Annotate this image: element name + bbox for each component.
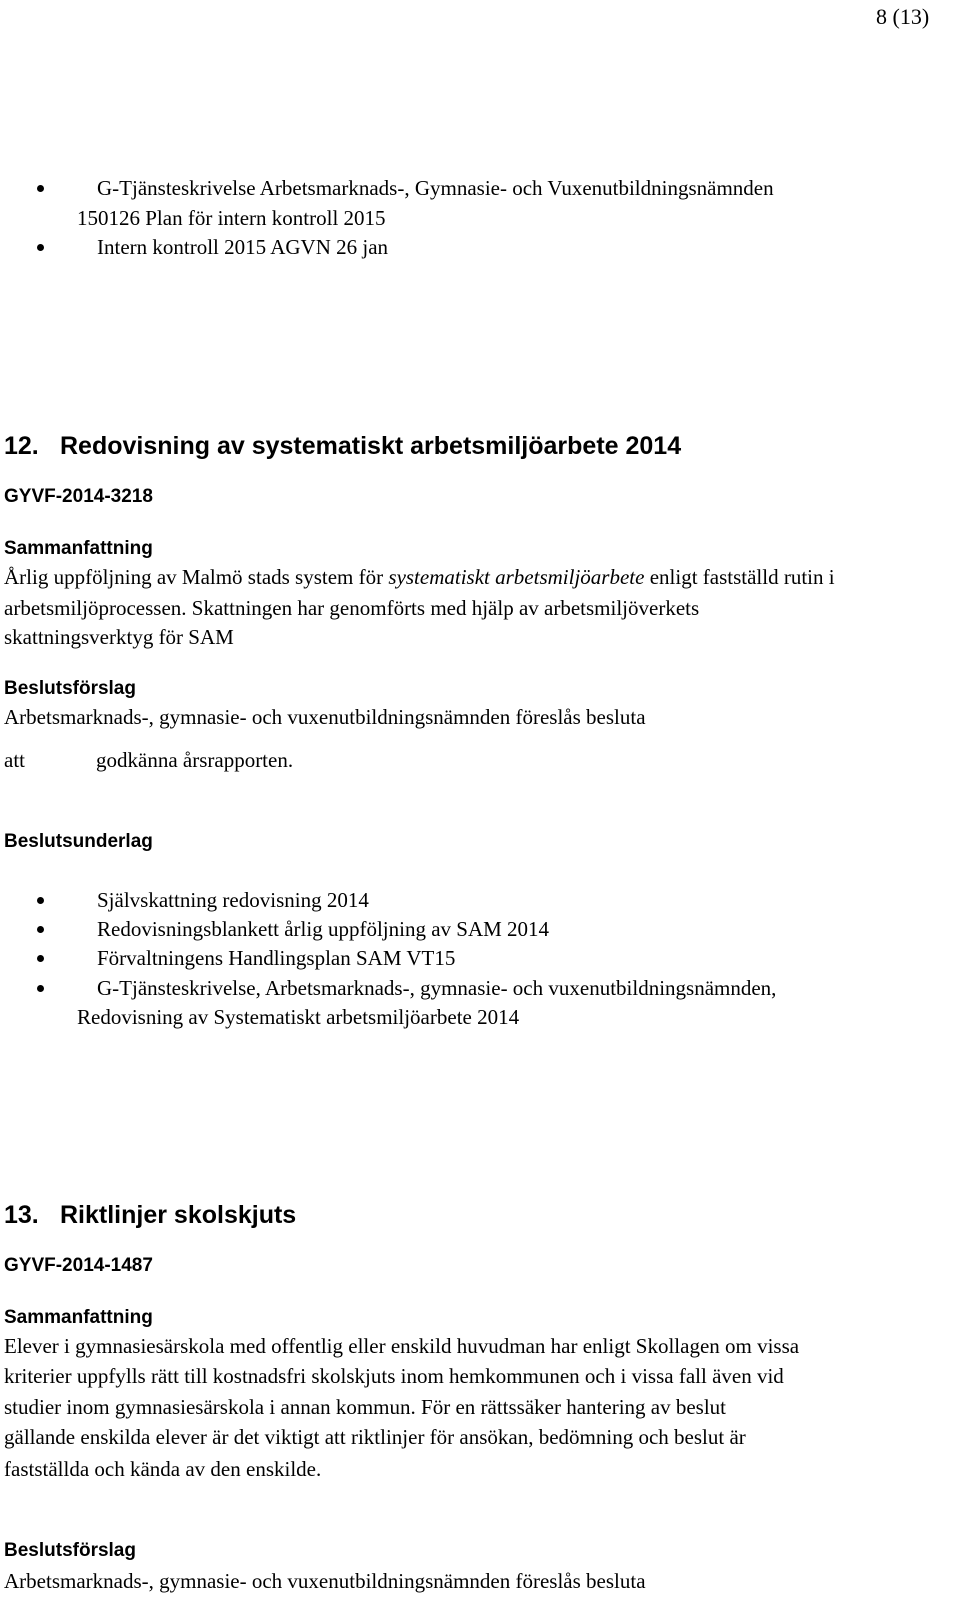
att-text: godkänna årsrapporten. bbox=[96, 748, 294, 772]
summary-text: Årlig uppföljning av Malmö stads system för bbox=[4, 565, 389, 589]
proposal-text: Arbetsmarknads-, gymnasie- och vuxenutbildningsnämnden föreslås besluta bbox=[4, 705, 646, 729]
summary-text: enligt fastställd rutin i bbox=[644, 565, 835, 589]
list-item: G-Tjänsteskrivelse Arbetsmarknads-, Gymnasie- och Vuxenutbildningsnämnden bbox=[97, 173, 774, 203]
case-id: GYVF-2014-1487 bbox=[4, 1255, 153, 1276]
summary-line: skattningsverktyg för SAM bbox=[4, 625, 234, 649]
summary-line bbox=[4, 562, 835, 592]
item-title: Riktlinjer skolskjuts bbox=[60, 1201, 297, 1229]
page-number: 8 (13) bbox=[876, 4, 930, 29]
case-id: GYVF-2014-3218 bbox=[4, 486, 153, 507]
summary-heading: Sammanfattning bbox=[4, 538, 153, 559]
list-item-continuation: 150126 Plan för intern kontroll 2015 bbox=[77, 206, 386, 230]
summary-line: kriterier uppfylls rätt till kostnadsfri skolskjuts inom hemkommunen och i vissa fall även vid bbox=[4, 1364, 784, 1388]
basis-item: Självskattning redovisning 2014 bbox=[97, 885, 369, 915]
basis-item: Redovisningsblankett årlig uppföljning av SAM 2014 bbox=[97, 914, 549, 944]
summary-line: gällande enskilda elever är det viktigt att riktlinjer för ansökan, bedömning och beslut är bbox=[4, 1425, 746, 1449]
summary-emphasis: systematiskt arbetsmiljöarbete bbox=[388, 565, 645, 589]
item-number: 13. bbox=[4, 1201, 39, 1229]
summary-line: Elever i gymnasiesärskola med offentlig eller enskild huvudman har enligt Skollagen om vissa bbox=[4, 1334, 800, 1358]
basis-heading: Beslutsunderlag bbox=[4, 831, 153, 852]
summary-heading: Sammanfattning bbox=[4, 1307, 153, 1328]
list-item: Intern kontroll 2015 AGVN 26 jan bbox=[97, 232, 388, 262]
basis-item-continuation: Redovisning av Systematiskt arbetsmiljöarbete 2014 bbox=[77, 1005, 520, 1029]
summary-line: arbetsmiljöprocessen. Skattningen har genomförts med hjälp av arbetsmiljöverkets bbox=[4, 596, 700, 620]
item-title: Redovisning av systematiskt arbetsmiljöarbete 2014 bbox=[60, 432, 682, 460]
summary-line: fastställda och kända av den enskilde. bbox=[4, 1457, 322, 1481]
basis-item: Förvaltningens Handlingsplan SAM VT15 bbox=[97, 943, 455, 973]
basis-item: G-Tjänsteskrivelse, Arbetsmarknads-, gymnasie- och vuxenutbildningsnämnden, bbox=[97, 973, 776, 1003]
summary-line: studier inom gymnasiesärskola i annan kommun. För en rättssäker hantering av beslut bbox=[4, 1395, 727, 1419]
proposal-heading: Beslutsförslag bbox=[4, 678, 136, 699]
att-label: att bbox=[4, 748, 25, 772]
item-number: 12. bbox=[4, 432, 39, 460]
proposal-heading: Beslutsförslag bbox=[4, 1540, 136, 1561]
proposal-text: Arbetsmarknads-, gymnasie- och vuxenutbildningsnämnden föreslås besluta bbox=[4, 1569, 646, 1593]
